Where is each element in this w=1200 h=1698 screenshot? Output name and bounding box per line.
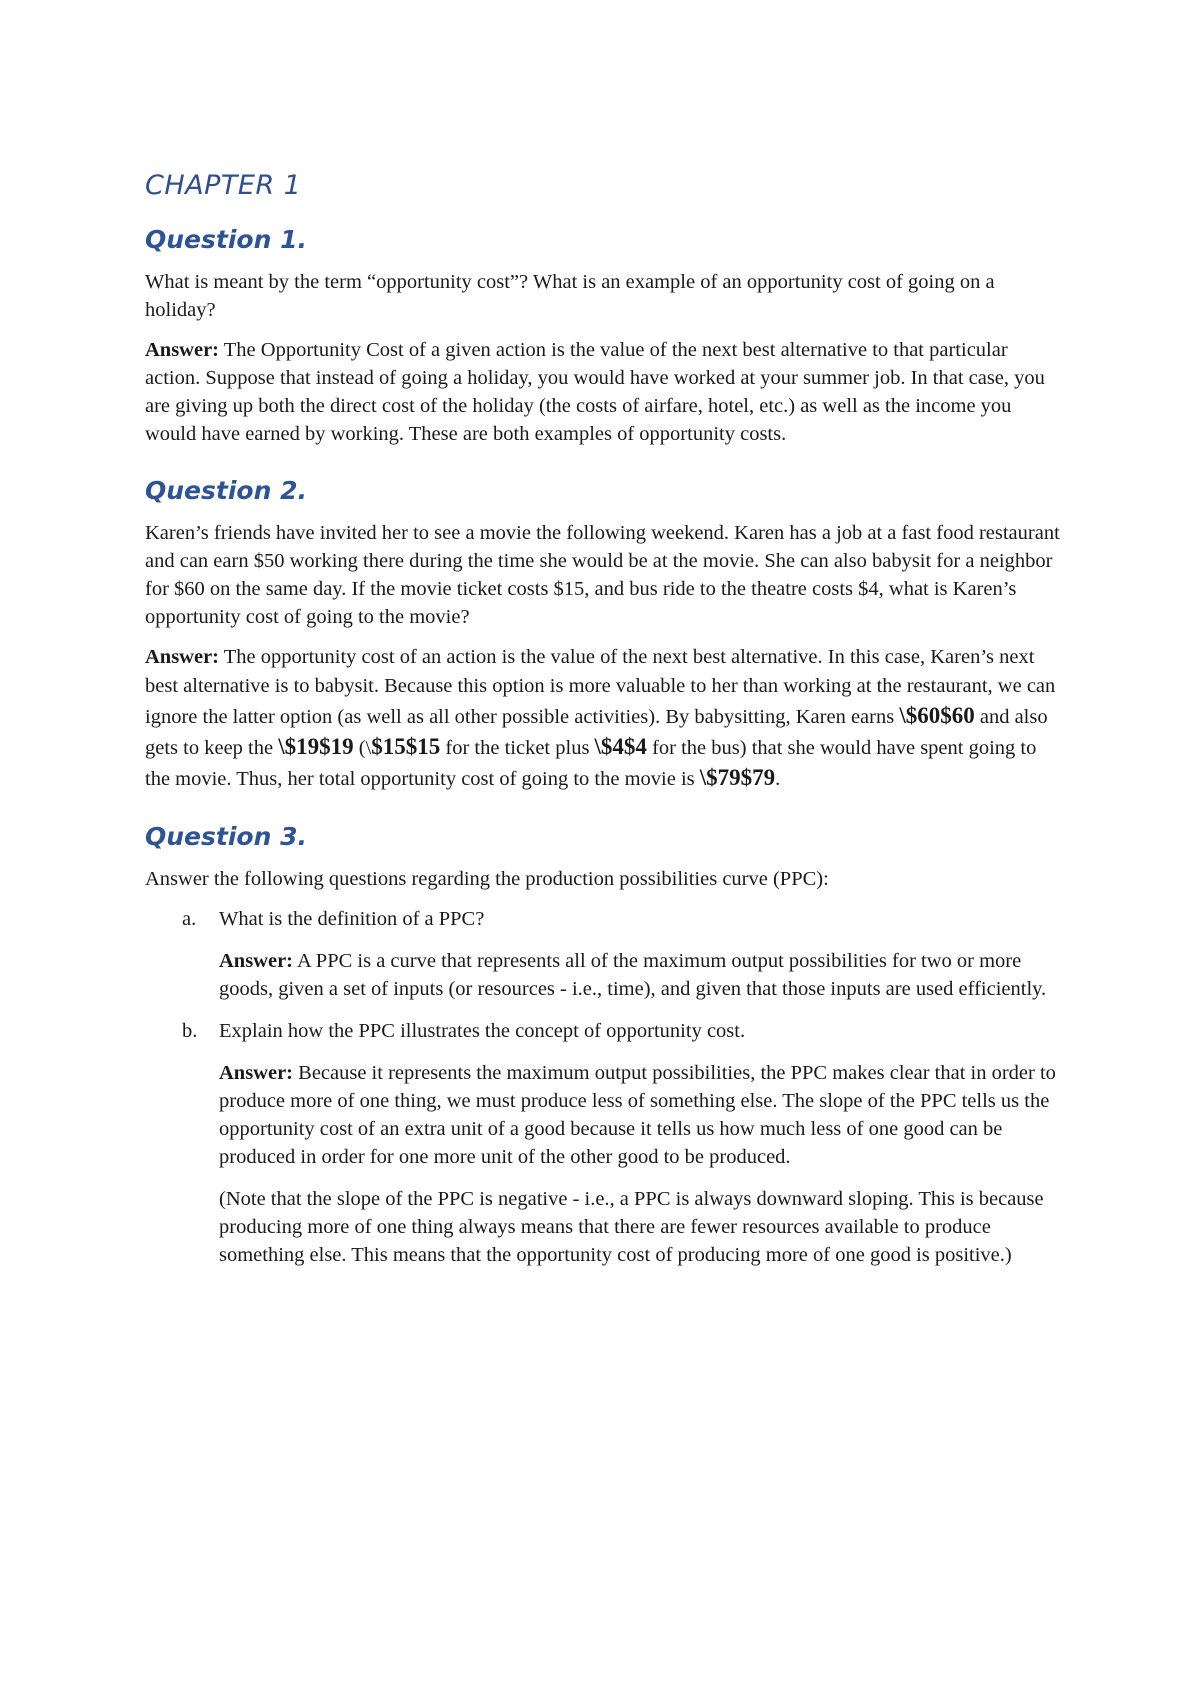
answer-text: for the ticket plus bbox=[440, 737, 595, 759]
answer-text: A PPC is a curve that represents all of the maximum output possibilities for two or more goods, given a set of inputs (or resources - i.e., time), and given that those inputs are used efficiently. bbox=[219, 950, 1047, 1000]
list-item-b bbox=[145, 1017, 1060, 1269]
question-2-text: Karen’s friends have invited her to see a movie the following weekend. Karen has a job at a fast food restaurant and can earn $50 working there during the time she would be at the movie. She can also babysit for a neighbor for $60 on the same day. If the movie ticket costs $15, and bus ride to the theatre costs $4, what is Karen’s opportunity cost of going to the movie? bbox=[145, 522, 1060, 628]
list-marker: b. bbox=[182, 1020, 198, 1042]
answer-text: . bbox=[775, 768, 781, 790]
sub-question: Explain how the PPC illustrates the concept of opportunity cost. bbox=[219, 1020, 746, 1042]
answer-text: for the bus) that she would have spent going to the movie. Thus, her total opportunity cost of going to the movie is bbox=[145, 737, 1037, 790]
math-19: \$19$19 bbox=[278, 734, 354, 759]
question-3-section bbox=[145, 822, 1060, 1269]
question-3-list bbox=[145, 905, 1060, 1269]
math-15: $15$15 bbox=[371, 734, 441, 759]
question-2-answer bbox=[145, 643, 1060, 794]
list-marker: a. bbox=[182, 908, 197, 930]
question-3-intro: Answer the following questions regarding the production possibilities curve (PPC): bbox=[145, 868, 829, 890]
answer-label: Answer: bbox=[145, 646, 220, 668]
question-1-section bbox=[145, 225, 1060, 448]
math-60: \$60$60 bbox=[899, 703, 975, 728]
sub-question: What is the definition of a PPC? bbox=[219, 908, 485, 930]
answer-label: Answer: bbox=[219, 950, 294, 972]
question-1-heading: Question 1. bbox=[145, 225, 307, 254]
sub-answer bbox=[219, 947, 1060, 1003]
math-4: \$4$4 bbox=[594, 734, 647, 759]
math-79: \$79$79 bbox=[699, 765, 776, 790]
answer-text: (\ bbox=[353, 737, 372, 759]
answer-text: Because it represents the maximum output possibilities, the PPC makes clear that in order to produce more of one thing, we must produce less of something else. The slope of the PPC tells us the opportunity cost of an extra unit of a good because it tells us how much less of one good can be produced in order for one more unit of the other good to be produced. bbox=[219, 1062, 1056, 1168]
question-3-heading: Question 3. bbox=[145, 822, 307, 851]
sub-note: (Note that the slope of the PPC is negative - i.e., a PPC is always downward sloping. This is because producing more of one thing always means that there are fewer resources available to produce something else. This means that the opportunity cost of producing more of one good is positive.) bbox=[219, 1188, 1044, 1266]
chapter-title: CHAPTER 1 bbox=[145, 170, 302, 201]
question-2-section bbox=[145, 476, 1060, 794]
answer-text: The opportunity cost of an action is the value of the next best alternative. In this case, Karen’s next best alternative is to babysit. Because this option is more valuable to her than working at the restaurant, we can ignore the latter option (as well as all other possible activities). By babysitting, Karen earns bbox=[145, 646, 1056, 728]
question-2-heading: Question 2. bbox=[145, 476, 307, 505]
answer-text: and also gets to keep the bbox=[145, 706, 1048, 759]
answer-label: Answer: bbox=[145, 339, 220, 361]
sub-answer bbox=[219, 1059, 1060, 1171]
answer-text: The Opportunity Cost of a given action is the value of the next best alternative to that particular action. Suppose that instead of going a holiday, you would have worked at your summer job. In that case, you are giving up both the direct cost of the holiday (the costs of airfare, hotel, etc.) as well as the income you would have earned by working. These are both examples of opportunity costs. bbox=[145, 339, 1045, 445]
answer-label: Answer: bbox=[219, 1062, 294, 1084]
list-item-a bbox=[145, 905, 1060, 1003]
question-1-answer bbox=[145, 336, 1060, 448]
question-1-text: What is meant by the term “opportunity cost”? What is an example of an opportunity cost of going on a holiday? bbox=[145, 271, 995, 321]
